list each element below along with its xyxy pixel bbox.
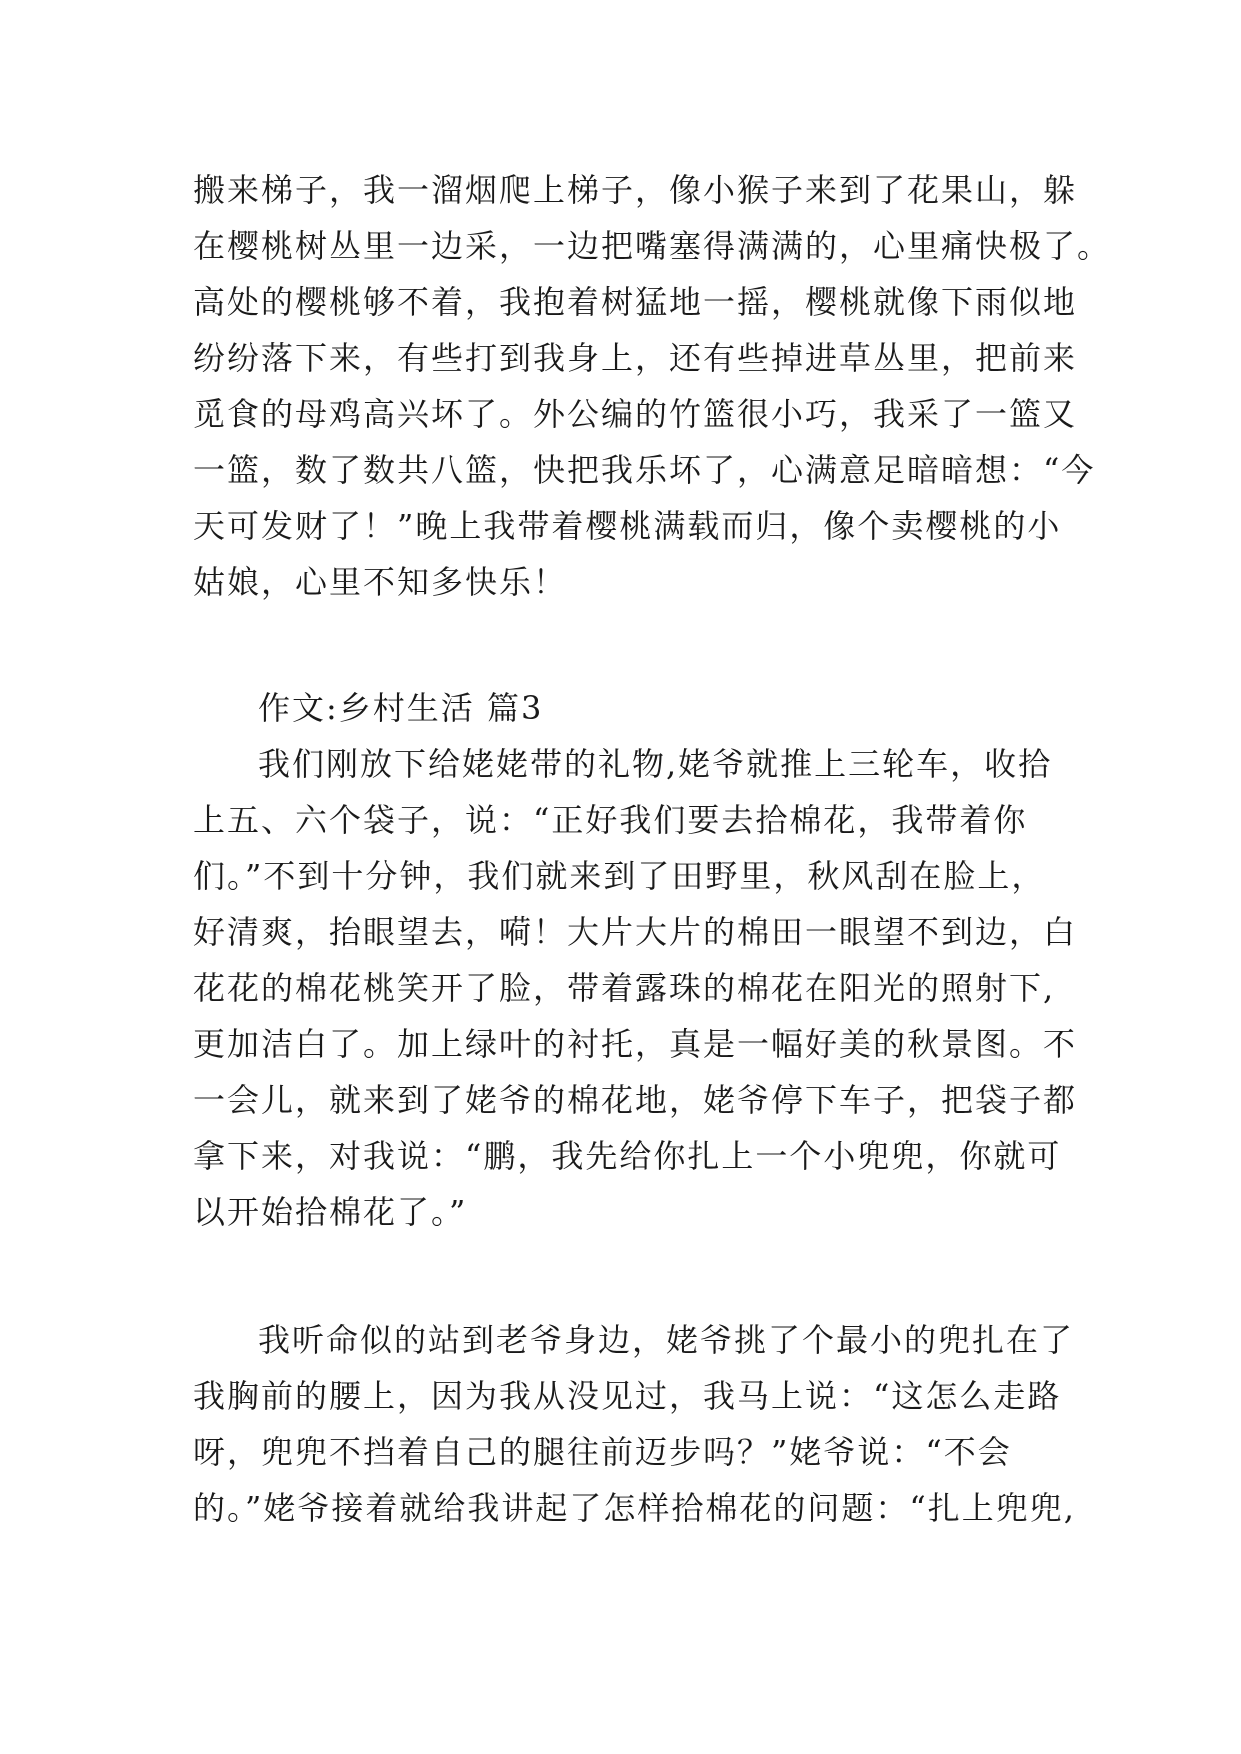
paragraph1-line-3: 高处的樱桃够不着，我抱着树猛地一摇，樱桃就像下雨似地 [193, 283, 1078, 321]
paragraph3-line-3: 呀，兜兜不挡着自己的腿往前迈步吗？”姥爷说：“不会 [193, 1433, 1012, 1471]
paragraph1-line-2: 在樱桃树丛里一边采，一边把嘴塞得满满的，心里痛快极了。 [193, 227, 1112, 265]
paragraph2-line-2: 上五、六个袋子，说：“正好我们要去拾棉花，我带着你 [193, 801, 1028, 839]
paragraph2-line-5: 花花的棉花桃笑开了脸，带着露珠的棉花在阳光的照射下, [193, 969, 1056, 1007]
paragraph1-line-1: 搬来梯子，我一溜烟爬上梯子，像小猴子来到了花果山，躲 [193, 171, 1078, 209]
paragraph2-line-9: 以开始拾棉花了。” [193, 1193, 468, 1231]
paragraph1-line-6: 一篮，数了数共八篮，快把我乐坏了，心满意足暗暗想：“今 [193, 451, 1096, 489]
paragraph2-line-6: 更加洁白了。加上绿叶的衬托，真是一幅好美的秋景图。不 [193, 1025, 1078, 1063]
paragraph1-line-7: 天可发财了！”晚上我带着樱桃满载而归，像个卖樱桃的小 [193, 507, 1062, 545]
paragraph3-line-4: 的。”姥爷接着就给我讲起了怎样拾棉花的问题：“扎上兜兜, [193, 1489, 1076, 1527]
paragraph2-line-7: 一会儿，就来到了姥爷的棉花地，姥爷停下车子，把袋子都 [193, 1081, 1078, 1119]
paragraph3-line-1: 我听命似的站到老爷身边，姥爷挑了个最小的兜扎在了 [258, 1321, 1075, 1359]
paragraph1-line-5: 觅食的母鸡高兴坏了。外公编的竹篮很小巧，我采了一篮又 [193, 395, 1078, 433]
paragraph2-line-8: 拿下来，对我说：“鹏，我先给你扎上一个小兜兜，你就可 [193, 1137, 1062, 1175]
paragraph3-line-2: 我胸前的腰上，因为我从没见过，我马上说：“这怎么走路 [193, 1377, 1062, 1415]
paragraph2-line-4: 好清爽，抬眼望去，嗬！大片大片的棉田一眼望不到边，白 [193, 913, 1078, 951]
paragraph2-line-1: 我们刚放下给姥姥带的礼物,姥爷就推上三轮车，收拾 [258, 745, 1053, 783]
paragraph2-line-3: 们。”不到十分钟，我们就来到了田野里，秋风刮在脸上， [193, 857, 1046, 895]
paragraph1-line-8: 姑娘，心里不知多快乐！ [193, 563, 568, 601]
paragraph1-line-4: 纷纷落下来，有些打到我身上，还有些掉进草丛里，把前来 [193, 339, 1078, 377]
section-title: 作文:乡村生活 篇3 [258, 689, 544, 727]
